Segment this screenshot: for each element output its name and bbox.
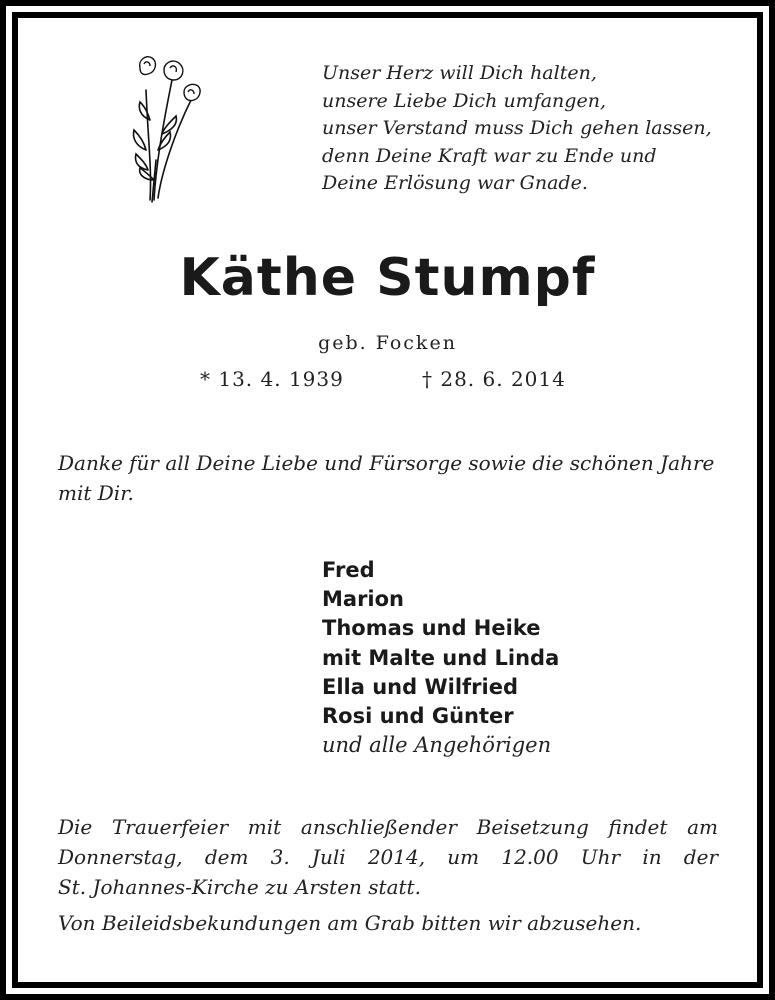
ceremony-line: Die Trauerfeier mit anschließender Beisetzung findet am bbox=[58, 815, 718, 839]
family-member: Marion bbox=[322, 587, 405, 612]
poem-line: Deine Erlösung war Gnade. bbox=[322, 172, 588, 194]
family-member: Fred bbox=[322, 558, 375, 582]
roses-icon bbox=[128, 50, 208, 210]
ceremony-line: St. Johannes-Kirche zu Arsten statt. bbox=[58, 875, 421, 899]
poem-line: Unser Herz will Dich halten, bbox=[322, 62, 597, 84]
ceremony-info bbox=[58, 812, 718, 902]
ceremony-line: Donnerstag, dem 3. Juli 2014, um 12.00 Uhr in der bbox=[58, 845, 718, 869]
family-member: Rosi und Günter bbox=[322, 704, 514, 729]
family-member: mit Malte und Linda bbox=[322, 645, 560, 670]
deceased-name: Käthe Stumpf bbox=[179, 248, 596, 308]
poem-line: denn Deine Kraft war zu Ende und bbox=[322, 144, 657, 167]
condolence-note: Von Beileidsbekundungen am Grab bitten wir abzusehen. bbox=[58, 911, 642, 935]
poem bbox=[322, 60, 742, 198]
family-member: Thomas und Heike bbox=[322, 616, 541, 641]
thanks-text: Danke für all Deine Liebe und Fürsorge sowie die schönen Jahre mit Dir. bbox=[58, 451, 715, 505]
relatives-line: und alle Angehörigen bbox=[322, 733, 552, 758]
poem-line: unser Verstand muss Dich gehen lassen, bbox=[322, 117, 712, 139]
maiden-name: geb. Focken bbox=[318, 332, 457, 354]
family-list bbox=[322, 556, 722, 760]
death-date: † 28. 6. 2014 bbox=[422, 367, 566, 391]
birth-date: * 13. 4. 1939 bbox=[200, 367, 344, 391]
poem-line: unsere Liebe Dich umfangen, bbox=[322, 89, 606, 112]
family-member: Ella und Wilfried bbox=[322, 674, 518, 699]
